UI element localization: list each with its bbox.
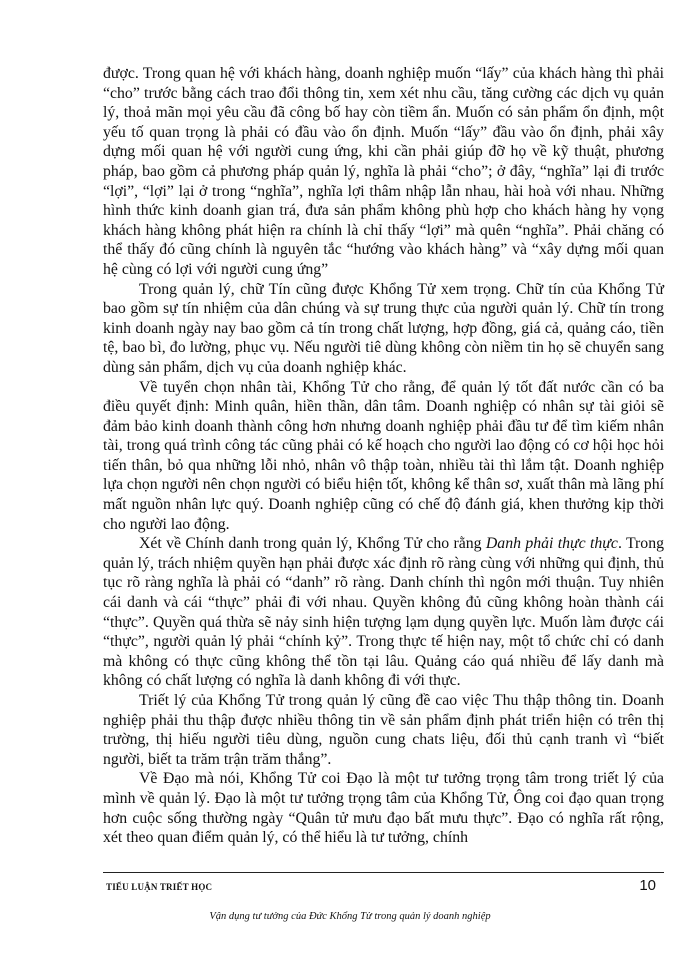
paragraph-4-text-before: Xét về Chính danh trong quản lý, Khổng Tử cho rằng xyxy=(139,535,486,553)
footer-label: TIỂU LUẬN TRIẾT HỌC xyxy=(106,882,213,892)
paragraph-5: Triết lý của Khổng Tử trong quản lý cũng đề cao việc Thu thập thông tin. Doanh nghiệp phải thu thập được nhiều thông tin về sản phẩm định phát triển hiện có trên thị trường, thị hiếu người tiêu dùng, nguồn cung chats liệu, đối thủ cạnh tranh vì “biết người, biết ta trăm trận trăm thắng”. xyxy=(103,692,664,768)
page-number: 10 xyxy=(639,877,656,894)
body-text xyxy=(103,64,664,848)
paragraph-4-text-after: . Trong quản lý, trách nhiệm quyền hạn phải được xác định rõ ràng cùng với những qui định, thủ tục rõ ràng nghĩa là phải có “danh” rõ ràng. Danh chính thì ngôn mới thuận. Tuy nhiên cái danh và cái “thực” phải đi với nhau. Quyền không đủ cũng không hoàn thành cái “thực”. Quyền quá thừa sẽ nảy sinh hiện tượng lạm dụng quyền lực. Muốn làm được cái “thực”, người quản lý phải “chính kỷ”. Trong thực tế hiện nay, một tổ chức chỉ có danh mà không có thực cũng không thể tồn tại lâu. Quảng cáo quá nhiều để lấy danh mà không có chất lượng có nghĩa là danh không đi với thực. xyxy=(103,535,664,690)
paragraph-6: Về Đạo mà nói, Khổng Tử coi Đạo là một tư tưởng trọng tâm trong triết lý của mình về quản lý. Đạo là một tư tưởng trọng tâm của Khổng Tử, Ông coi đạo quan trọng hơn cuộc sống thường ngày “Quân tử mưu đạo bất mưu thực”. Đạo có nghĩa rất rộng, xét theo quan điểm quản lý, có thể hiểu là tư tưởng, chính xyxy=(103,770,664,847)
paragraph-4-italic-phrase: Danh phải thực thực xyxy=(485,535,618,553)
paragraph-3: Về tuyển chọn nhân tài, Khổng Tử cho rằng, để quản lý tốt đất nước cần có ba điều quyết định: Minh quân, hiền thần, dân tâm. Doanh nghiệp có nhân sự tài giỏi sẽ đảm bảo kinh doanh thành công hơn nhưng doanh nghiệp phải đầu tư để tìm kiếm nhân tài, trong quá trình công tác cũng phải có kế hoạch cho người lao động có cơ hội học hỏi tiến thân, bỏ qua những lỗi nhỏ, nhân vô thập toàn, nhiều tài thì lắm tật. Doanh nghiệp lựa chọn người nên chọn người có biểu hiện tốt, không kể thân sơ, xuất thân mà lãng phí mất nguồn nhân lực quý. Doanh nghiệp cũng có chế độ đánh giá, khen thưởng kịp thời cho người lao động. xyxy=(103,378,664,533)
paragraph-2: Trong quản lý, chữ Tín cũng được Khổng Tử xem trọng. Chữ tín của Khổng Tử bao gồm sự tín nhiệm của dân chúng và sự trung thực của người quản lý. Chữ tín trong kinh doanh ngày nay bao gồm cả tín trong chất lượng, hợp đồng, giá cả, quảng cáo, tiền tệ, bao bì, đo lường, phục vụ. Nếu người tiê dùng không còn niềm tin họ sẽ chuyển sang dùng sản phẩm, dịch vụ của doanh nghiệp khác. xyxy=(103,280,664,376)
footer-subtitle: Vận dụng tư tưởng của Đức Khổng Tử trong quản lý doanh nghiệp xyxy=(209,911,491,922)
footer-divider xyxy=(103,872,664,873)
paragraph-1: được. Trong quan hệ với khách hàng, doanh nghiệp muốn “lấy” của khách hàng thì phải “cho” trước bằng cách trao đổi thông tin, xem xét nhu cầu, tăng cường các dịch vụ quản lý, thoả mãn mọi yêu cầu đã công bố hay còn tiềm ẩn. Muốn có sản phẩm ổn định, một yếu tố quan trọng là phải có đầu vào ổn định. Muốn “lấy” đầu vào ổn định, phải xây dựng mối quan hệ với người cung ứng, khi cần phải giúp đỡ họ về kỹ thuật, phương pháp, bao gồm cả phương pháp quản lý, nghĩa là phải “cho”; ở đây, “nghĩa” lại đi trước “lợi”, “lợi” lại ở trong “nghĩa”, nghĩa lợi thâm nhập lẫn nhau, hài hoà với nhau. Những hình thức kinh doanh gian trá, đưa sản phẩm không phù hợp cho khách hàng hy vọng khách hàng không phát hiện ra chính là chỉ thấy “lợi” mà quên “nghĩa”. Phải chăng có thể thấy đó cũng chính là nguyên tắc “hướng vào khách hàng” và “xây dựng mối quan hệ cùng có lợi với người cung ứng” xyxy=(103,65,664,278)
paragraph-4 xyxy=(103,534,664,691)
